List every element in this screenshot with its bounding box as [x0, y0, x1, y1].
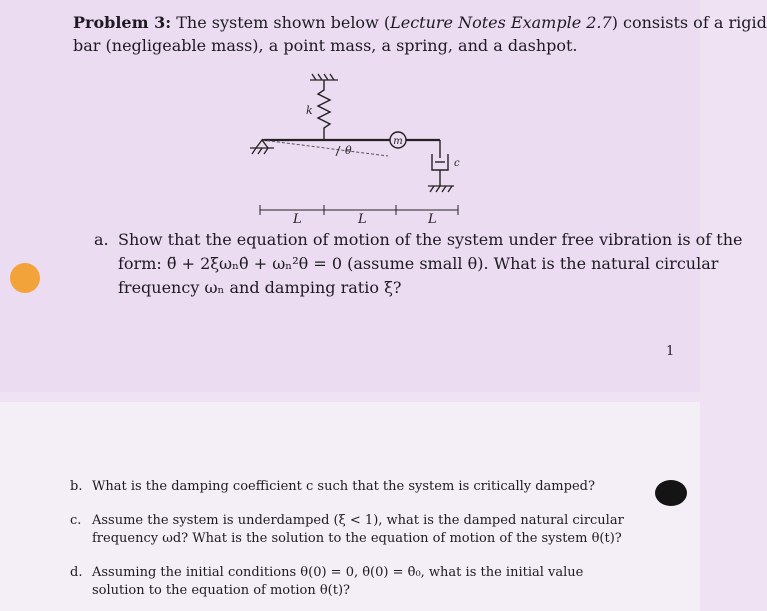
part-a-letter: a. — [94, 230, 109, 249]
dashpot — [432, 140, 448, 186]
intro-pre: The system shown below ( — [176, 13, 391, 32]
part-a-line1: Show that the equation of motion of the system under free vibration is of the — [118, 230, 743, 249]
spring — [318, 80, 330, 140]
part-d-line1: Assuming the initial conditions θ(0) = 0, θ̇(0) = θ̇₀, what is the initial value — [92, 565, 584, 580]
intro-post: ) consists of a rigid — [611, 13, 767, 32]
spring-label: k — [306, 104, 313, 117]
problem-intro-line1 — [73, 12, 767, 34]
pivot-support — [250, 140, 274, 154]
part-c-line1: Assume the system is underdamped (ξ < 1), what is the damped natural circular — [92, 513, 624, 528]
ceiling-support — [310, 74, 338, 80]
part-c-line2: frequency ωd? What is the solution to the equation of motion of the system θ(t)? — [92, 531, 622, 546]
length-label-1: L — [293, 212, 302, 227]
mass-label: m — [393, 136, 403, 147]
part-b-letter: b. — [70, 479, 83, 494]
angle-label: θ — [345, 144, 352, 157]
mechanism-figure — [240, 70, 480, 220]
intro-reference: Lecture Notes Example 2.7 — [390, 13, 612, 32]
part-d-letter: d. — [70, 565, 83, 580]
part-b-line1: What is the damping coefficient c such that the system is critically damped? — [92, 479, 595, 494]
black-marker-dot — [655, 480, 687, 506]
page-number: 1 — [666, 344, 675, 359]
part-d-line2: solution to the equation of motion θ(t)? — [92, 583, 351, 598]
length-label-3: L — [428, 212, 437, 227]
orange-marker-dot — [10, 263, 40, 293]
part-c-letter: c. — [70, 513, 82, 528]
damper-label: c — [454, 158, 460, 169]
part-a-line2: form: θ̈ + 2ξωₙθ̇ + ωₙ²θ = 0 (assume small θ). What is the natural circular — [118, 254, 719, 273]
ground-support — [428, 186, 454, 192]
problem-intro-line2: bar (negligeable mass), a point mass, a spring, and a dashpot. — [73, 36, 578, 55]
problem-heading: Problem 3: — [73, 13, 172, 32]
length-label-2: L — [358, 212, 367, 227]
page-2 — [0, 402, 700, 611]
rotated-reference-line — [262, 140, 388, 156]
part-a-line3: frequency ωₙ and damping ratio ξ? — [118, 278, 402, 297]
